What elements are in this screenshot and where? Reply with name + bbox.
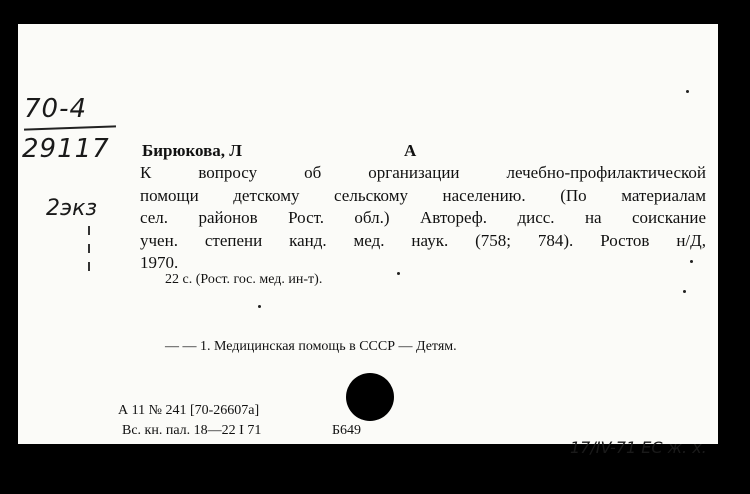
- speck: [686, 90, 689, 93]
- speck: [690, 260, 693, 263]
- speck: [397, 272, 400, 275]
- subject-heading: — — 1. Медицинская помощь в СССР — Детям.: [165, 339, 457, 354]
- author-name: Бирюкова, Л: [142, 141, 242, 160]
- body-line: 1970.: [140, 253, 179, 272]
- registry-line-2: Вс. кн. пал. 18—22 I 71: [122, 423, 262, 438]
- margin-tick: [88, 226, 90, 235]
- handwritten-underline: [24, 125, 116, 130]
- speck: [683, 290, 686, 293]
- title-description: [140, 162, 706, 275]
- pages-line: 22 с. (Рост. гос. мед. ин-т).: [165, 272, 323, 287]
- handwritten-copies-note: 2экз: [46, 196, 98, 221]
- margin-tick: [88, 244, 90, 253]
- body-line: помощи детскому сельскому населению. (По материалам: [140, 185, 706, 205]
- punch-hole: [346, 373, 394, 421]
- body-line: К вопросу об организации лечебно-профилактической: [140, 163, 706, 182]
- registry-line-1: А 11 № 241 [70-26607а]: [118, 403, 260, 418]
- stamp-code: Б649: [332, 423, 362, 438]
- body-line: сел. районов Рост. обл.) Автореф. дисс. на соискание: [140, 208, 706, 227]
- body-line: учен. степени канд. мед. наук. (758; 784). Ростов н/Д,: [140, 230, 706, 250]
- handwritten-shelf-mark: 70-4: [24, 94, 88, 124]
- margin-tick: [88, 262, 90, 271]
- handwritten-date-note: 17/IV-71 ЕС ж. х.: [570, 438, 707, 457]
- speck: [258, 305, 261, 308]
- index-letter: А: [404, 141, 417, 160]
- handwritten-inventory-number: 29117: [22, 134, 110, 164]
- catalog-card: [18, 24, 718, 457]
